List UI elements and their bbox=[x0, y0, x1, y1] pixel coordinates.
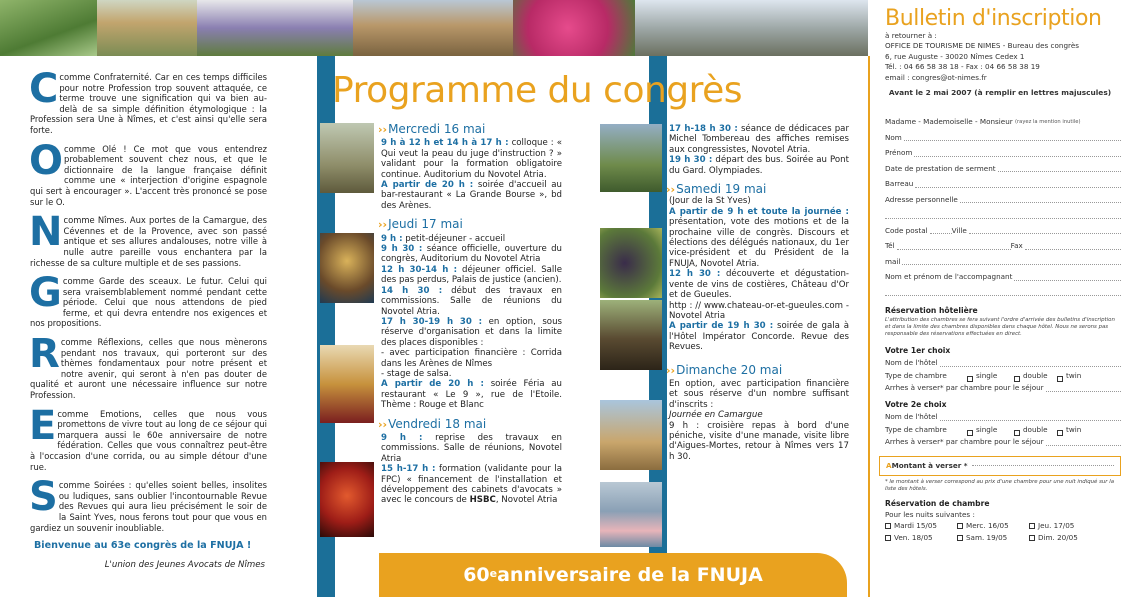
photo-torero bbox=[320, 345, 374, 423]
intro-column bbox=[29, 66, 267, 570]
photo-grapes bbox=[600, 228, 662, 298]
photo-garden-statue bbox=[635, 0, 868, 56]
event: En option, avec participation financière et sous réserve d'un nombre suffisant d'inscrits : bbox=[669, 378, 849, 410]
day-heading-jeudi: ››Jeudi 17 mai bbox=[378, 217, 463, 232]
hotel-reservation-heading: Réservation hôtelière bbox=[885, 306, 978, 316]
hotel-reservation-note: L'attribution des chambres se fera suivant l'ordre d'arrivée des bulletins d'inscription et dans la limite des chambres disponibles dans chaque hôtel. Nous ne serons pas responsable des réservations effectuées en direct. bbox=[885, 316, 1115, 337]
double-arrow-icon: ›› bbox=[378, 123, 388, 136]
address-field[interactable]: Adresse personnelle bbox=[885, 190, 1121, 206]
hotel-name-field-2[interactable]: Nom de l'hôtel bbox=[885, 410, 1121, 423]
night-option[interactable]: Jeu. 17/05 bbox=[1029, 521, 1099, 532]
event: - stage de salsa. bbox=[381, 368, 452, 379]
double-arrow-icon: ›› bbox=[378, 218, 388, 232]
night-option[interactable]: Mardi 15/05 bbox=[885, 521, 955, 532]
photo-aqueduct bbox=[97, 0, 197, 56]
anniversary-banner: 60 $^e$ anniversaire de la FNUJA bbox=[379, 553, 847, 597]
paragraph-s bbox=[29, 474, 267, 533]
night-option[interactable]: Sam. 19/05 bbox=[957, 533, 1027, 544]
event: 14 h 30 : début des travaux en commissions. Salle de réunions du Novotel Atria. bbox=[381, 285, 562, 317]
checkbox-double-1[interactable] bbox=[1014, 376, 1020, 382]
postcode-city-field[interactable]: Code postal Ville bbox=[885, 221, 1121, 237]
welcome-line: Bienvenue au 63e congrès de la FNUJA ! bbox=[34, 540, 252, 552]
amount-due-field[interactable]: A Montant à verser * bbox=[879, 456, 1121, 476]
photo-bull bbox=[600, 300, 662, 370]
checkbox-icon bbox=[1029, 535, 1035, 541]
room-type-1: Type de chambre single double twin bbox=[885, 369, 1121, 382]
day-heading-vendredi: ››Vendredi 18 mai bbox=[378, 416, 487, 431]
registration-form bbox=[879, 6, 1121, 543]
oath-date-field[interactable]: Date de prestation de serment bbox=[885, 159, 1121, 175]
paragraph-text: comme Nîmes. Aux portes de la Camargue, des Cévennes et de la Provence, avec son passé antique et ses allures andalouses, notre ville à nulle autre pareille vous enchantera par la richesse de sa culture multiple et de ses passions. bbox=[30, 215, 267, 268]
drop-cap: C bbox=[29, 66, 59, 112]
event: 12 h 30-14 h : déjeuner officiel. Salle des pas perdus, Palais de justice (ancien). bbox=[381, 264, 562, 286]
event: 9 h 30 : séance officielle, ouverture du congrès, Auditorium du Novotel Atria bbox=[381, 244, 562, 265]
name-field[interactable]: Nom bbox=[885, 128, 1121, 144]
photo-bougainvillea bbox=[513, 0, 635, 56]
event: A partir de 19 h 30 : soirée de gala à l'Hôtel Impérator Concorde. Revue des Revues. bbox=[669, 321, 849, 353]
event: A partir de 9 h et toute la journée : présentation, vote des motions et de la prochaine ville de congrès. Discours et élections des délégués nationaux, du 1er vice-président et du Président de la FNUJA, Novotel Atria. bbox=[669, 206, 849, 269]
mail-field[interactable]: mail bbox=[885, 252, 1121, 268]
event: 17 h 30-19 h 30 : en option, sous réserve d'organisation et dans la limite des places disponibles : bbox=[381, 316, 562, 348]
event: Journée en Camargue bbox=[669, 410, 763, 421]
tel-fax-field[interactable]: Tél Fax bbox=[885, 236, 1121, 252]
programme-title: Programme du congrès bbox=[332, 70, 743, 111]
checkbox-twin-1[interactable] bbox=[1057, 376, 1063, 382]
drop-cap: S bbox=[29, 474, 58, 521]
paragraph-text: comme Confraternité. Car en ces temps difficiles pour notre Profession trop souvent attaquée, ce terme trouve une signification qui va bien au-delà de sa simple définition étymologique : la Profession sera Une à Nîmes, et c'est ainsi qu'elle sera forte. bbox=[30, 72, 267, 135]
drop-cap: N bbox=[29, 209, 63, 256]
photo-nimes-tower bbox=[600, 124, 662, 192]
paragraph-text: comme Garde des sceaux. Le futur. Celui qui sera vraisemblablement nommé pendant cette période. Celui que nous attendons de pied ferme, et qui devra entendre nos exigences et nos propositions. bbox=[30, 276, 267, 329]
paragraph-e bbox=[29, 402, 267, 473]
checkbox-double-2[interactable] bbox=[1014, 430, 1020, 436]
paragraph-text: comme Soirées : qu'elles soient belles, insolites ou ludiques, sans oublier l'incontournable Revue des Revues qui aura lieu précisément le soir de la Saint Yves, nous ferons tout pour que vous en gardiez un souvenir inoubliable. bbox=[30, 480, 267, 533]
drop-cap: R bbox=[29, 331, 60, 378]
night-option[interactable]: Dim. 20/05 bbox=[1029, 533, 1099, 544]
checkbox-icon bbox=[957, 523, 963, 529]
drop-cap: E bbox=[29, 402, 57, 449]
drop-cap: O bbox=[29, 137, 64, 184]
day-heading-samedi: ››Samedi 19 mai bbox=[666, 182, 767, 197]
paragraph-o bbox=[29, 137, 267, 208]
deposit-field-2[interactable]: Arrhes à verser* par chambre pour le séjour bbox=[885, 435, 1121, 448]
hotel-name-field-1[interactable]: Nom de l'hôtel bbox=[885, 356, 1121, 369]
event: 12 h 30 : découverte et dégustation-vente de vins de costières, Château d'Or et de Gueules. bbox=[669, 269, 850, 301]
event: - avec participation financière : Corrida dans les Arènes de Nîmes bbox=[381, 348, 562, 369]
room-type-2: Type de chambre single double twin bbox=[885, 423, 1121, 436]
paragraph-c bbox=[29, 66, 267, 136]
event: 9 h : reprise des travaux en commissions. Salle de réunions, Novotel Atria bbox=[381, 432, 562, 464]
photo-flamingos bbox=[600, 482, 662, 547]
day-subtitle: (Jour de la St Yves) bbox=[669, 196, 751, 207]
photo-aigues-mortes bbox=[600, 400, 662, 470]
event: 9 h à 12 h et 14 h à 17 h : colloque : « Qui veut la peau du juge d'instruction ? » validant pour la formation obligatoire continue. Auditorium du Novotel Atria. bbox=[381, 138, 562, 180]
bar-field[interactable]: Barreau bbox=[885, 174, 1121, 190]
event: http : // www.chateau-or-et-gueules.com - Novotel Atria bbox=[669, 300, 849, 321]
photo-lavender bbox=[197, 0, 353, 56]
checkbox-single-1[interactable] bbox=[967, 376, 973, 382]
photo-flamenco bbox=[320, 462, 374, 537]
night-option[interactable]: Merc. 16/05 bbox=[957, 521, 1027, 532]
event: 15 h-17 h : formation (validante pour la FPC) « financement de l'installation et développement des cabinets d'avocats » avec le concours de HSBC, Novotel Atria bbox=[381, 464, 562, 506]
amount-note: * le montant à verser correspond au prix d'une chambre pour une nuit indiqué sur la liste des hôtels. bbox=[885, 478, 1115, 492]
paragraph-text: comme Réflexions, celles que nous mènerons pendant nos travaux, qui porteront sur des thèmes fondamentaux pour notre présent et notre avenir, qui seront à n'en pas douter de qualité et auront une nécessaire influence sur notre Profession. bbox=[30, 337, 267, 401]
event: 17 h-18 h 30 : séance de dédicaces par Michel Tombereau des affiches remises aux congressistes, Novotel Atria. bbox=[669, 124, 849, 155]
companion-field-2[interactable] bbox=[885, 283, 1121, 299]
photo-strip bbox=[0, 0, 868, 56]
form-title: Bulletin d'inscription bbox=[885, 6, 1102, 31]
checkbox-twin-2[interactable] bbox=[1057, 430, 1063, 436]
address-field-2[interactable] bbox=[885, 205, 1121, 221]
paragraph-r bbox=[29, 331, 267, 401]
nights-label: Pour les nuits suivantes : bbox=[885, 509, 975, 519]
checkbox-icon bbox=[885, 523, 891, 529]
first-choice-heading: Votre 1er choix bbox=[885, 345, 951, 355]
companion-field[interactable]: Nom et prénom de l'accompagnant bbox=[885, 267, 1121, 283]
deposit-field-1[interactable]: Arrhes à verser* par chambre pour le séjour bbox=[885, 381, 1121, 394]
room-reservation-heading: Réservation de chambre bbox=[885, 498, 990, 508]
paragraph-text: comme Olé ! Ce mot que vous entendrez probablement souvent chez nous, et que le dictionnaire de la langue française définit comme une « interjection d'origine espagnole qui sert à encourager ». L'accent très prononcé se pose sur le O. bbox=[30, 143, 267, 207]
deadline-line: Avant le 2 mai 2007 (à remplir en lettres majuscules) bbox=[888, 87, 1112, 97]
drop-cap: G bbox=[29, 270, 62, 317]
orange-divider bbox=[868, 56, 870, 597]
civility-field[interactable]: Madame - Mademoiselle - Monsieur (rayez la mention inutile) bbox=[885, 117, 1081, 127]
event: A partir de 20 h : soirée Féria au restaurant « Le 9 », rue de l'Etoile. Thème : Rouge et Blanc bbox=[381, 379, 562, 411]
event: A partir de 20 h : soirée d'accueil au bar-restaurant « La Grande Bourse », bd des Arènes. bbox=[381, 180, 562, 211]
double-arrow-icon: ›› bbox=[378, 417, 388, 431]
event: 19 h 30 : départ des bus. Soirée au Pont du Gard. Olympiades. bbox=[669, 155, 849, 176]
paragraph-n bbox=[29, 209, 267, 268]
photo-jazz bbox=[320, 233, 374, 303]
paragraph-g bbox=[29, 270, 267, 329]
double-arrow-icon: ›› bbox=[666, 363, 676, 377]
checkbox-icon bbox=[957, 535, 963, 541]
nights-grid bbox=[885, 521, 1121, 543]
photo-statue bbox=[320, 123, 374, 193]
checkbox-single-2[interactable] bbox=[967, 430, 973, 436]
night-option[interactable]: Ven. 18/05 bbox=[885, 533, 955, 544]
programme-column-2 bbox=[666, 124, 850, 462]
event: 9 h : croisière repas à bord d'une péniche, visite d'une manade, visite libre d'Aigues-Mortes, retour à Nîmes vers 17 h 30. bbox=[669, 420, 849, 462]
paragraph-text: comme Emotions, celles que nous vous promettons de vivre tout au long de ce séjour qui marquera aussi le 60e anniversaire de notre fédération. Celles que vous connaîtrez peut-être à l'occasion d'une corrida, ou au simple détour d'une rue. bbox=[30, 408, 267, 472]
signature-line: L'union des Jeunes Avocats de Nîmes bbox=[104, 559, 265, 570]
checkbox-icon bbox=[1029, 523, 1035, 529]
photo-bamboo bbox=[0, 0, 97, 56]
programme-column-1 bbox=[378, 122, 562, 506]
photo-arena bbox=[353, 0, 513, 56]
checkbox-icon bbox=[885, 535, 891, 541]
second-choice-heading: Votre 2e choix bbox=[885, 399, 947, 409]
firstname-field[interactable]: Prénom bbox=[885, 143, 1121, 159]
day-heading-dimanche: ››Dimanche 20 mai bbox=[666, 362, 783, 377]
double-arrow-icon: ›› bbox=[666, 183, 676, 197]
address-block: à retourner à : OFFICE DE TOURISME DE NIMES - Bureau des congrès 6, rue Auguste - 30020 Nîmes Cedex 1 Tél. : 04 66 58 38 18 - Fax : 04 66 58 38 19 email : congres@ot-nimes.fr bbox=[885, 30, 1079, 82]
day-heading-mercredi: ››Mercredi 16 mai bbox=[378, 122, 486, 136]
event: 9 h : petit-déjeuner - accueil bbox=[381, 233, 506, 244]
